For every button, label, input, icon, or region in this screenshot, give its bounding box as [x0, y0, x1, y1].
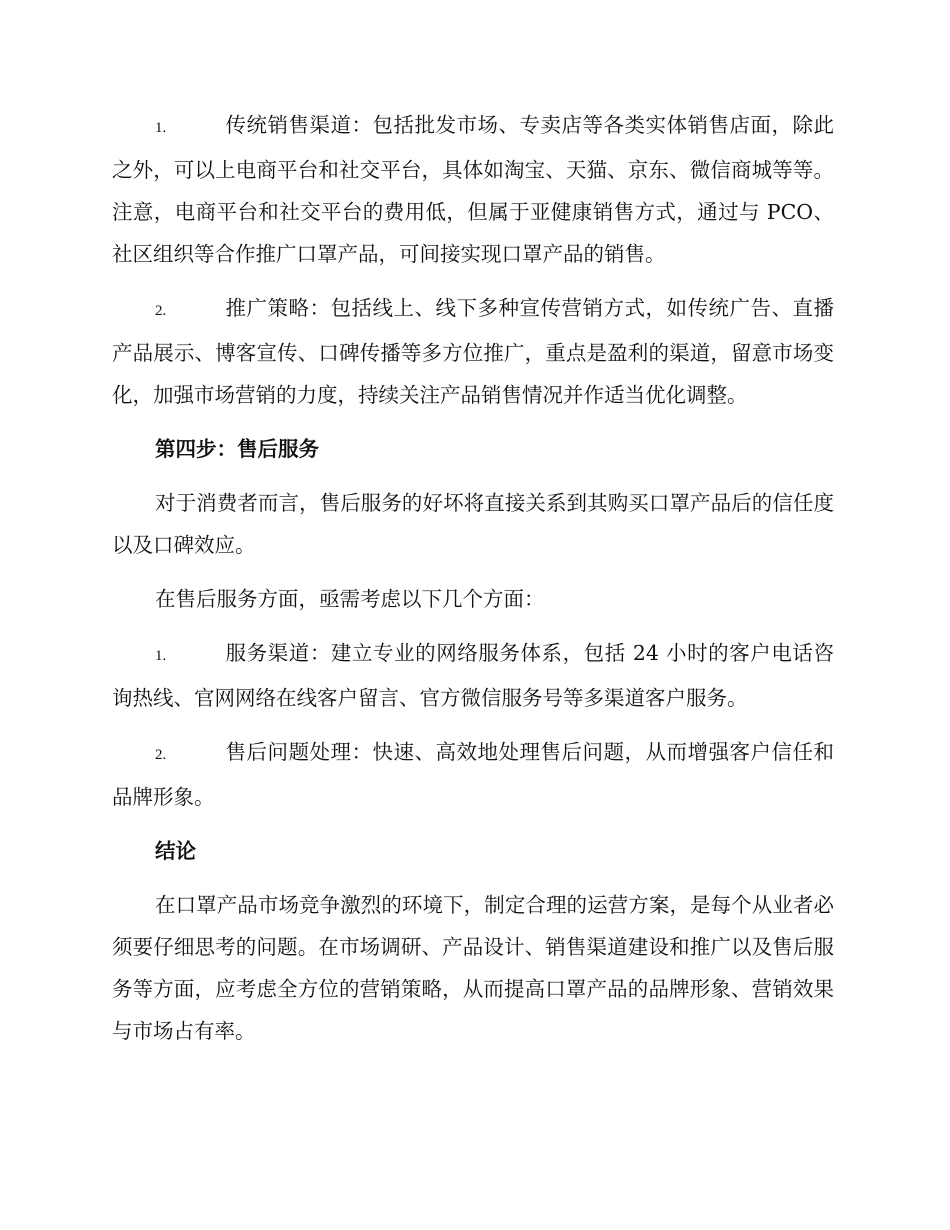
- list-number: 1.: [155, 648, 167, 664]
- document-page: [112, 104, 834, 1064]
- list-item: [112, 287, 834, 416]
- list-item: [112, 731, 834, 818]
- list-number: 2.: [155, 747, 167, 763]
- paragraph: 在口罩产品市场竞争激烈的环境下，制定合理的运营方案，是每个从业者必须要仔细思考的问题。在市场调研、产品设计、销售渠道建设和推广以及售后服务等方面，应考虑全方位的营销策略，从而提高口罩产品的品牌形象、营销效果与市场占有率。: [112, 893, 834, 1043]
- list-number: 1.: [155, 120, 167, 136]
- list-item-text: 传统销售渠道：包括批发市场、专卖店等各类实体销售店面，除此之外，可以上电商平台和社交平台，具体如淘宝、天猫、京东、微信商城等等。注意，电商平台和社交平台的费用低，但属于亚健康销售方式，通过与 PCO、社区组织等合作推广口罩产品，可间接实现口罩产品的销售。: [112, 113, 834, 266]
- paragraph: 对于消费者而言，售后服务的好坏将直接关系到其购买口罩产品后的信任度以及口碑效应。: [112, 491, 834, 557]
- list-item-text: 售后问题处理：快速、高效地处理售后问题，从而增强客户信任和品牌形象。: [112, 740, 834, 809]
- paragraph: 在售后服务方面，亟需考虑以下几个方面：: [155, 587, 545, 611]
- list-item-text: 推广策略：包括线上、线下多种宣传营销方式，如传统广告、直播产品展示、博客宣传、口碑传播等多方位推广，重点是盈利的渠道，留意市场变化，加强市场营销的力度，持续关注产品销售情况并作适当优化调整。: [112, 296, 834, 407]
- section-heading: 结论: [155, 839, 196, 863]
- list-item: [112, 104, 834, 275]
- section-heading: 第四步：售后服务: [155, 437, 319, 461]
- list-number: 2.: [155, 303, 167, 319]
- list-item-text: 服务渠道：建立专业的网络服务体系，包括 24 小时的客户电话咨询热线、官网网络在线客户留言、官方微信服务号等多渠道客户服务。: [112, 641, 834, 710]
- list-item: [112, 632, 834, 719]
